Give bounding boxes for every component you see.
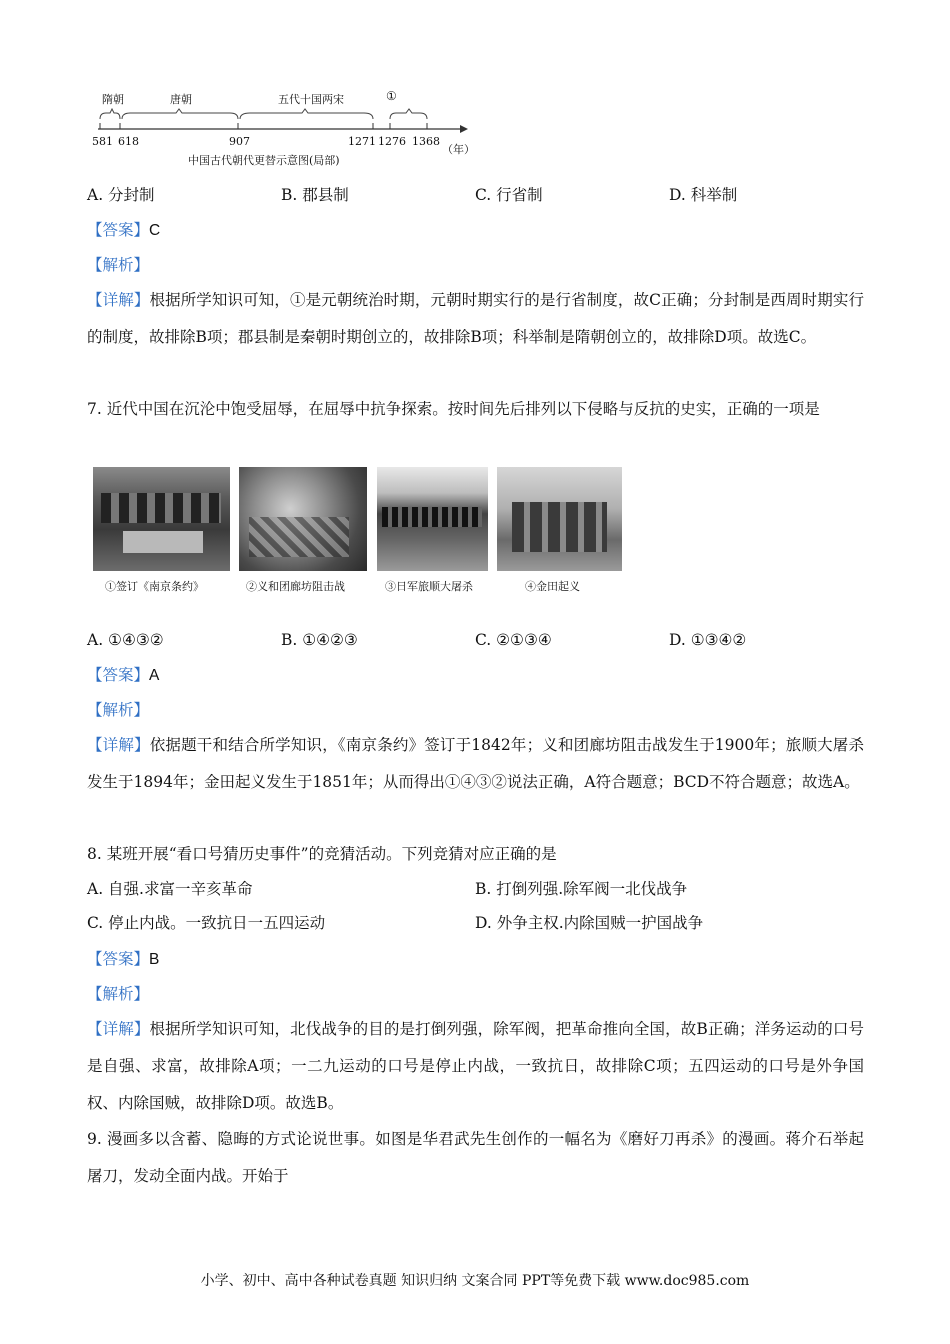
timeline-unit: （年）	[442, 143, 475, 156]
q7-analysis	[87, 699, 149, 721]
q6-option-c: C. 行省制	[475, 186, 543, 204]
detail-tag: 【详解】	[87, 736, 150, 754]
answer-value: B	[149, 951, 160, 968]
q8-analysis	[87, 983, 149, 1005]
q8-option-c: C. 停止内战。一致抗日一五四运动	[87, 914, 326, 932]
q7-stem: 7. 近代中国在沉沦中饱受屈辱，在屈辱中抗争探索。按时间先后排列以下侵略与反抗的史实，正确的一项是	[87, 400, 820, 418]
answer-value: A	[149, 667, 160, 684]
photo-lushun-massacre	[377, 467, 488, 571]
q7-option-c: C. ②①③④	[475, 631, 552, 649]
q6-option-a: A. 分封制	[87, 186, 155, 204]
answer-value: C	[149, 222, 161, 239]
q8-answer	[87, 948, 159, 971]
q8-option-b: B. 打倒列强.除军阀一北伐战争	[475, 880, 688, 898]
caption-lushun-massacre: ③日军旅顺大屠杀	[385, 580, 473, 593]
q7-answer	[87, 664, 159, 687]
answer-tag: 【答案】	[87, 221, 150, 239]
q8-option-a: A. 自强.求富一辛亥革命	[87, 880, 253, 898]
analysis-tag: 【解析】	[87, 701, 150, 719]
timeline-caption: 中国古代朝代更替示意图(局部)	[188, 154, 340, 167]
detail-tag: 【详解】	[87, 291, 150, 309]
detail-text: 依据题干和结合所学知识，《南京条约》签订于1842年；义和团廊坊阻击战发生于1900年；旅顺大屠杀发生于1894年；金田起义发生于1851年；从而得出①④③②说法正确，A符合题意；BCD不符合题意；故选A。	[87, 736, 864, 791]
timeline-figure	[90, 85, 480, 170]
caption-jintian-uprising: ④金田起义	[525, 580, 580, 593]
q7-detail	[87, 727, 864, 801]
answer-tag: 【答案】	[87, 950, 150, 968]
detail-tag: 【详解】	[87, 1020, 150, 1038]
q7-option-a: A. ①④③②	[87, 631, 164, 649]
q9-stem: 9. 漫画多以含蓄、隐晦的方式论说世事。如图是华君武先生创作的一幅名为《磨好刀再杀》的漫画。蒋介石举起屠刀，发动全面内战。开始于	[87, 1130, 864, 1185]
photo-nanjing-treaty	[93, 467, 230, 571]
q6-analysis	[87, 254, 149, 276]
timeline-period-sui: 隋朝	[102, 93, 124, 106]
photo-jintian-uprising	[497, 467, 622, 571]
timeline-period-song: 五代十国两宋	[278, 93, 344, 106]
q8-option-d: D. 外争主权.内除国贼一护国战争	[475, 914, 704, 932]
caption-boxer-battle: ②义和团廊坊阻击战	[246, 580, 345, 593]
timeline-tick-label: 907	[229, 135, 250, 148]
timeline-tick-label: 1368	[412, 135, 440, 148]
timeline-tick-label: 581	[92, 135, 113, 148]
q8-stem: 8. 某班开展“看口号猜历史事件”的竞猜活动。下列竞猜对应正确的是	[87, 845, 557, 863]
timeline-tick-label: 1271	[348, 135, 376, 148]
q6-detail	[87, 282, 864, 356]
timeline-tick-label: 1276	[378, 135, 406, 148]
timeline-tick-label: 618	[118, 135, 139, 148]
timeline-period-yuan: ①	[386, 89, 397, 103]
q7-option-b: B. ①④②③	[281, 631, 358, 649]
q7-option-d: D. ①③④②	[669, 631, 747, 649]
detail-text: 根据所学知识可知，北伐战争的目的是打倒列强，除军阀，把革命推向全国，故B正确；洋务运动的口号是自强、求富，故排除A项；一二九运动的口号是停止内战，一致抗日，故排除C项；五四运动的口号是外争国权、内除国贼，故排除D项。故选B。	[87, 1020, 864, 1112]
analysis-tag: 【解析】	[87, 256, 150, 274]
photo-boxer-battle	[239, 467, 367, 571]
answer-tag: 【答案】	[87, 666, 150, 684]
timeline-period-tang: 唐朝	[170, 93, 192, 106]
analysis-tag: 【解析】	[87, 985, 150, 1003]
q6-option-d: D. 科举制	[669, 186, 738, 204]
q6-answer	[87, 219, 160, 242]
detail-text: 根据所学知识可知，①是元朝统治时期，元朝时期实行的是行省制度，故C正确；分封制是西周时期实行的制度，故排除B项；郡县制是秦朝时期创立的，故排除B项；科举制是隋朝创立的，故排除D项。故选C。	[87, 291, 864, 346]
q6-option-b: B. 郡县制	[281, 186, 349, 204]
caption-nanjing-treaty: ①签订《南京条约》	[105, 580, 204, 593]
page-footer: 小学、初中、高中各种试卷真题 知识归纳 文案合同 PPT等免费下载 www.doc985.com	[200, 1273, 750, 1289]
q8-detail	[87, 1011, 864, 1122]
